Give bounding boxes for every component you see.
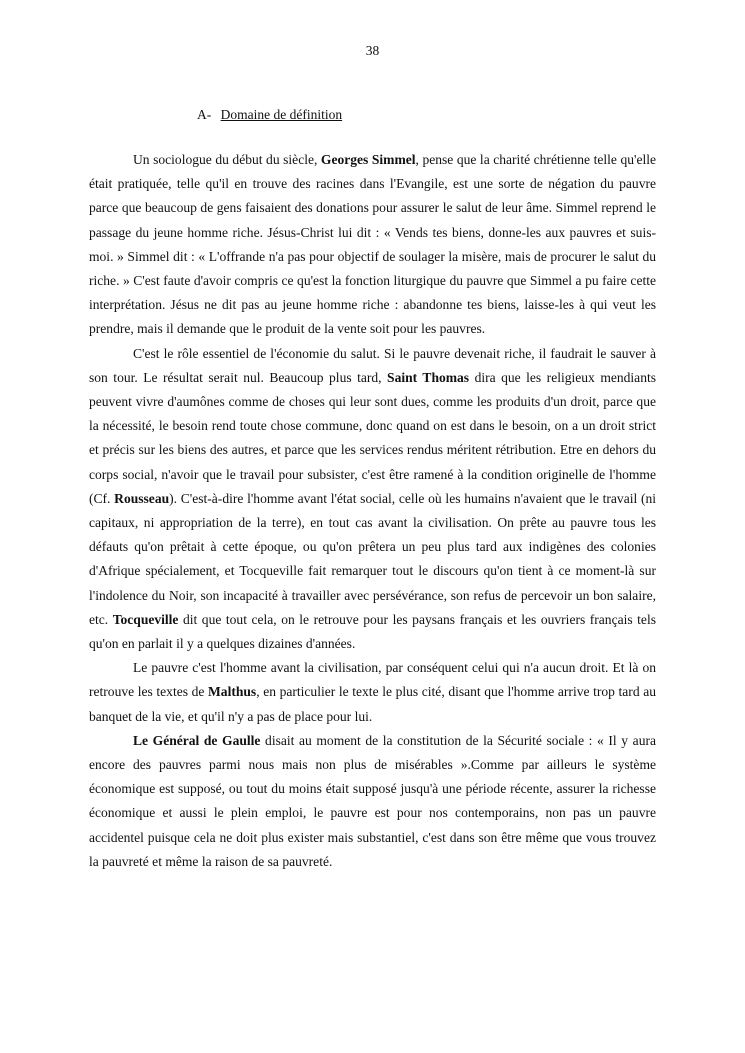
text-run: dira que les religieux mendiants peuvent vivre d'aumônes comme de choses qui leur sont dues, comme les produits d'un droit, parce que la nécessité, le besoin rend toute chose commune, donc quand on est dans le besoin, on a un droit strict et précis sur les biens des autres, et parce que les services rendus méritent rétribution. Etre en dehors du corps social, n'avoir que le travail pour subsister, c'est être ramené à la condition originelle de l'homme (Cf. [89, 369, 657, 506]
page-number: 38 [365, 43, 380, 58]
text-run: Un sociologue du début du siècle, [133, 152, 321, 167]
text-run: C'est le rôle essentiel de l'économie du salut. Si le pauvre devenait riche, il faudrait le sauver à son tour. Le résultat serait nul. Beaucoup plus tard, [89, 345, 656, 385]
bold-name: Malthus [208, 684, 257, 700]
body-text [89, 148, 656, 874]
paragraph [89, 656, 656, 729]
section-heading [197, 107, 342, 123]
bold-name: Saint Thomas [387, 369, 470, 385]
text-run: ). C'est-à-dire l'homme avant l'état social, celle où les humains n'avaient que le travail (ni capitaux, ni appropriation de la terre), en tout cas avant la civilisation. On prête au pauvre tous les défauts qu'on prêtait à cette époque, ou qu'on prêtera un peu plus tard aux indigènes des colonies d'Afrique spécialement, et Tocqueville fait remarquer tout le discours qu'on tient à ce moment-là sur l'indolence du Noir, son incapacité à travailler avec persévérance, son refus de percevoir un bon salaire, etc. [89, 490, 656, 627]
section-heading-prefix: A- [197, 107, 212, 122]
paragraph [89, 342, 656, 657]
text-run: , en particulier le texte le plus cité, disant que l'homme arrive trop tard au banquet de la vie, et qu'il n'y a pas de place pour lui. [89, 684, 656, 724]
text-run: disait au moment de la constitution de la Sécurité sociale : « Il y aura encore des pauvres parmi nous mais non plus de misérables ».Comme par ailleurs le système économique est supposé, ou tout du moins était supposé jusqu'à une période récente, assurer la richesse économique et aussi le plein emploi, le pauvre est pour nos contemporains, non pas un pauvre accidentel puisque cela ne doit plus exister mais substantiel, c'est dans son être même que vous trouvez la pauvreté et même la raison de sa pauvreté. [89, 732, 656, 869]
paragraph [89, 148, 656, 342]
bold-name: Georges Simmel [320, 152, 416, 167]
text-run: Le pauvre c'est l'homme avant la civilisation, par conséquent celui qui n'a aucun droit. Et là on retrouve les textes de [89, 660, 656, 700]
bold-name: Le Général de Gaulle [133, 732, 261, 748]
text-run: , pense que la charité chrétienne telle qu'elle était pratiquée, telle qu'il en trouve des racines dans l'Evangile, est une sorte de négation du pauvre parce que beaucoup de gens faisaient des donations pour assurer le salut de leur âme. Simmel reprend le passage du jeune homme riche. Jésus-Christ lui dit : « Vends tes biens, donne-les aux pauvres et suis-moi. » Simmel dit : « L'offrande n'a pas pour objectif de soulager la misère, mais de procurer le salut du riche. » C'est faute d'avoir compris ce qu'est la fonction liturgique du pauvre que Simmel a pu faire cette interprétation. Jésus ne dit pas au jeune homme riche : abandonne tes biens, laisse-les à qui veut les prendre, mais il demande que le produit de la vente soit pour les pauvres. [89, 152, 656, 337]
text-run: dit que tout cela, on le retrouve pour les paysans français et les ouvriers français tels qu'on en parlait il y a quelques dizaines d'années. [89, 611, 656, 652]
paragraph [89, 729, 656, 874]
bold-name: Tocqueville [112, 611, 179, 627]
bold-name: Rousseau [114, 490, 170, 506]
section-heading-title: Domaine de définition [220, 107, 343, 122]
